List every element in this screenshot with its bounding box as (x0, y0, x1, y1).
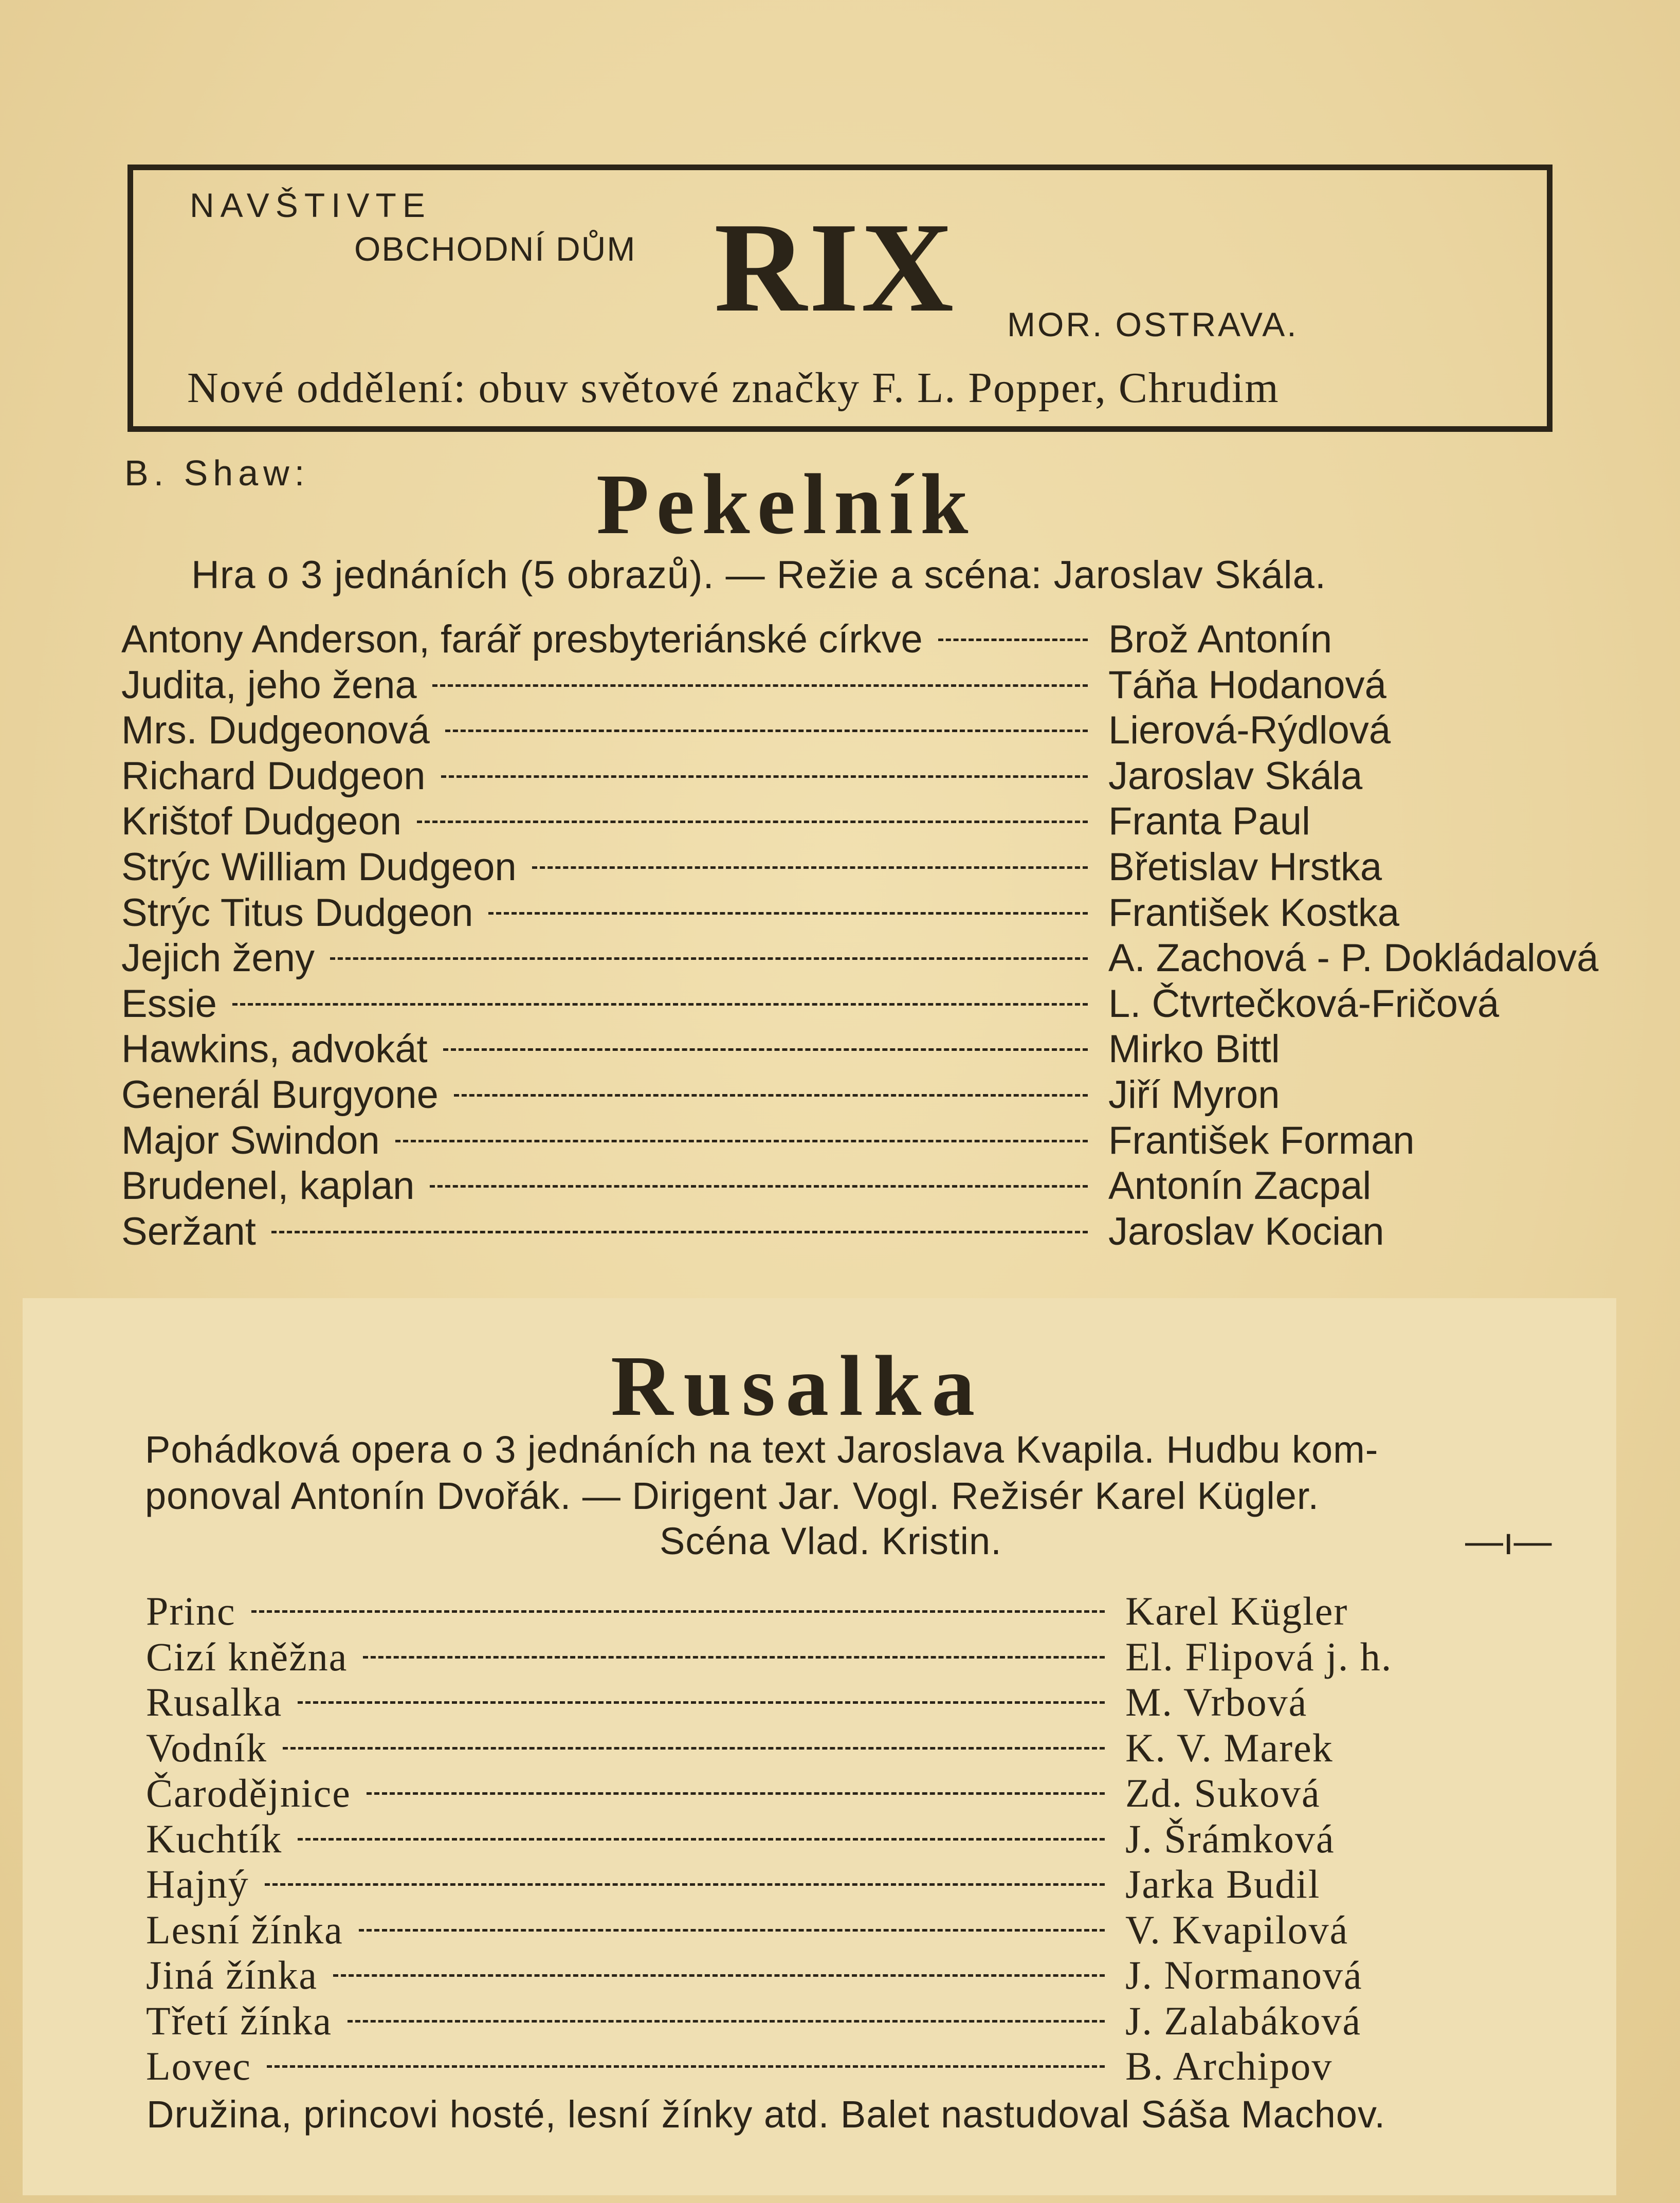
cast-role: Antony Anderson, farář presbyteriánské církve (121, 617, 923, 661)
cast-role: Hawkins, advokát (121, 1027, 428, 1071)
cast-row (121, 981, 1571, 1027)
cast-actor: Zd. Suková (1125, 1771, 1321, 1815)
cast-row (146, 1862, 1588, 1907)
cast-actor: El. Flipová j. h. (1125, 1634, 1393, 1679)
cast-role: Kuchtík (146, 1816, 283, 1861)
cast-row (121, 1072, 1571, 1118)
cast-role: Hajný (146, 1862, 249, 1906)
cast-role: Krištof Dudgeon (121, 799, 401, 844)
cast-row (146, 1771, 1588, 1816)
cast-row (146, 1725, 1588, 1771)
dash-leader (441, 775, 1088, 778)
dash-leader (443, 1048, 1088, 1051)
cast-row (121, 1163, 1571, 1209)
cast-role: Lovec (146, 2044, 251, 2088)
cast-role: Brudenel, kaplan (121, 1164, 415, 1208)
cast-actor: V. Kvapilová (1125, 1907, 1349, 1952)
cast-actor: J. Zalabáková (1125, 1998, 1362, 2043)
cast-role: Třetí žínka (146, 1998, 332, 2043)
dash-leader (445, 730, 1088, 732)
dash-leader (283, 1747, 1105, 1750)
play1-title: Pekelník (596, 457, 976, 552)
cast-role: Strýc Titus Dudgeon (121, 890, 473, 935)
cast-role: Cizí kněžna (146, 1634, 348, 1679)
cast-role: Major Swindon (121, 1118, 380, 1162)
cast-role: Jiná žínka (146, 1953, 318, 1997)
dash-leader (432, 684, 1088, 687)
cast-row (146, 1589, 1588, 1634)
cast-row (146, 1634, 1588, 1680)
dash-leader (363, 1656, 1105, 1659)
cast-role: Jejich ženy (121, 936, 315, 980)
cast-role: Generál Burgyone (121, 1073, 439, 1117)
cast-actor: J. Šrámková (1125, 1816, 1335, 1861)
dash-leader (395, 1140, 1088, 1142)
dash-leader (348, 2020, 1105, 2023)
dash-leader (251, 1610, 1105, 1613)
cast-row (121, 617, 1571, 662)
cast-row (146, 1998, 1588, 2044)
cast-row (121, 890, 1571, 936)
cast-actor: A. Zachová - P. Dokládalová (1108, 936, 1599, 980)
play2-description-line-3: Scéna Vlad. Kristin. (660, 1520, 1002, 1562)
cast-actor: Lierová-Rýdlová (1108, 708, 1391, 753)
cast-row (121, 1027, 1571, 1072)
play2-title: Rusalka (611, 1338, 985, 1434)
cast-role: Vodník (146, 1725, 267, 1770)
cast-actor: František Forman (1108, 1118, 1415, 1162)
cast-row (146, 1816, 1588, 1862)
dash-leader (232, 1003, 1088, 1006)
dash-leader (488, 912, 1088, 915)
advertisement-box (127, 165, 1553, 432)
cast-role: Judita, jeho žena (121, 663, 417, 707)
cast-role: Rusalka (146, 1680, 283, 1724)
ad-headline: NAVŠTIVTE (190, 186, 431, 224)
cast-actor: L. Čtvrtečková-Fričová (1108, 981, 1500, 1026)
dash-leader (367, 1792, 1105, 1795)
cast-actor: Mirko Bittl (1108, 1027, 1280, 1071)
cast-row (146, 2044, 1588, 2089)
play1-subtitle: Hra o 3 jednáních (5 obrazů). — Režie a scéna: Jaroslav Skála. (191, 553, 1326, 597)
cast-role: Čarodějnice (146, 1771, 351, 1815)
cast-role: Lesní žínka (146, 1907, 343, 1952)
cast-row (121, 799, 1571, 844)
cast-actor: M. Vrbová (1125, 1680, 1308, 1724)
cast-actor: J. Normanová (1125, 1953, 1363, 1997)
dash-leader (430, 1185, 1088, 1188)
dash-leader (330, 957, 1088, 960)
cast-actor: Franta Paul (1108, 799, 1310, 844)
play2-description-line-1: Pohádková opera o 3 jednáních na text Jaroslava Kvapila. Hudbu kom- (145, 1428, 1379, 1471)
play2-description (145, 1427, 1564, 1519)
cast-row (121, 708, 1571, 753)
dash-leader (333, 1974, 1105, 1977)
cast-actor: Jiří Myron (1108, 1073, 1280, 1117)
cast-row (121, 1118, 1571, 1163)
cast-actor: B. Archipov (1125, 2044, 1333, 2088)
dash-leader (267, 2065, 1105, 2068)
cast-role: Strýc William Dudgeon (121, 845, 517, 889)
ad-city: MOR. OSTRAVA. (1007, 305, 1299, 343)
cast-row (121, 663, 1571, 708)
cast-actor: K. V. Marek (1125, 1725, 1334, 1770)
cast-actor: Jaroslav Kocian (1108, 1209, 1384, 1253)
play2-footer: Družina, princovi hosté, lesní žínky atd. Balet nastudoval Sáša Machov. (147, 2093, 1386, 2136)
dash-leader (298, 1701, 1105, 1704)
cast-actor: Břetislav Hrstka (1108, 845, 1382, 889)
cast-row (121, 754, 1571, 799)
dash-leader (938, 639, 1088, 641)
dash-leader (359, 1929, 1105, 1932)
dash-leader (532, 866, 1088, 869)
cast-row (121, 1209, 1571, 1254)
dash-leader (265, 1883, 1105, 1886)
cast-role: Essie (121, 981, 217, 1026)
cast-actor: František Kostka (1108, 890, 1399, 935)
cast-actor: Antonín Zacpal (1108, 1164, 1372, 1208)
cast-actor: Táňa Hodanová (1108, 663, 1386, 707)
play2-separator-mark: —ı— (1465, 1520, 1552, 1562)
cast-row (146, 1907, 1588, 1953)
ad-store-type: OBCHODNÍ DŮM (354, 230, 636, 268)
play2-description-line-2: ponoval Antonín Dvořák. — Dirigent Jar. Vogl. Režisér Karel Kügler. (145, 1474, 1320, 1517)
cast-role: Princ (146, 1589, 236, 1633)
cast-role: Mrs. Dudgeonová (121, 708, 430, 753)
cast-actor: Brož Antonín (1108, 617, 1332, 661)
ad-tagline: Nové oddělení: obuv světové značky F. L. Popper, Chrudim (187, 364, 1280, 412)
cast-role: Seržant (121, 1209, 256, 1253)
cast-actor: Karel Kügler (1125, 1589, 1348, 1633)
cast-role: Richard Dudgeon (121, 754, 426, 798)
dash-leader (271, 1231, 1088, 1233)
dash-leader (298, 1838, 1105, 1841)
dash-leader (417, 821, 1088, 823)
cast-row (146, 1953, 1588, 1998)
play1-author: B. Shaw: (124, 453, 310, 493)
cast-actor: Jaroslav Skála (1108, 754, 1363, 798)
cast-row (121, 845, 1571, 890)
cast-actor: Jarka Budil (1125, 1862, 1321, 1906)
cast-row (121, 936, 1599, 981)
dash-leader (454, 1094, 1088, 1097)
cast-row (146, 1680, 1588, 1725)
ad-logo: RIX (714, 196, 956, 339)
